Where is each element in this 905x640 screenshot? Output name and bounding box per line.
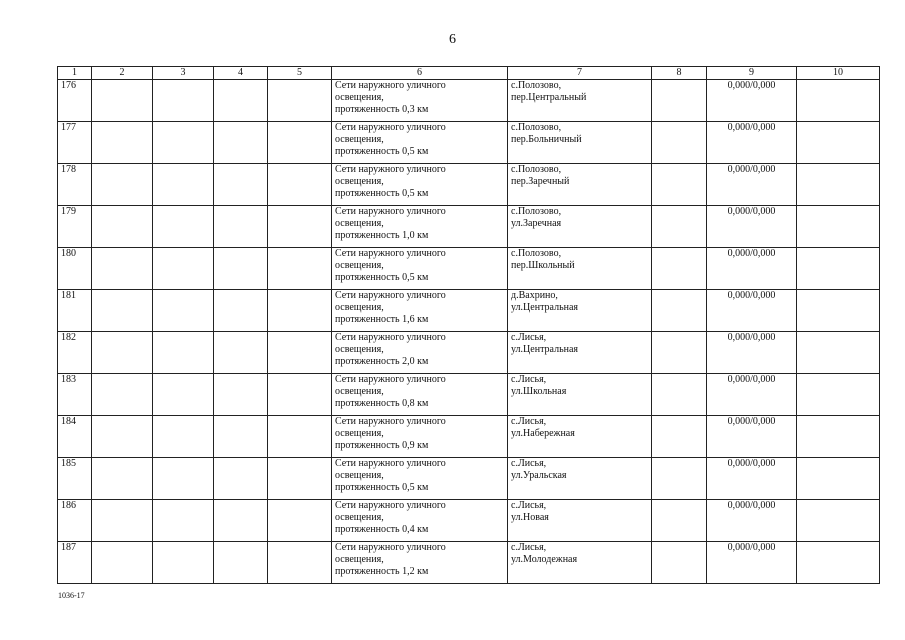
object-location-cell: с.Полозово, пер.Школьный xyxy=(508,248,652,290)
empty-cell-col-5 xyxy=(268,164,332,206)
empty-cell-col-10 xyxy=(797,122,880,164)
empty-cell-col-8 xyxy=(652,164,707,206)
empty-cell-col-4 xyxy=(214,206,268,248)
table-row xyxy=(58,80,880,122)
empty-cell-col-3 xyxy=(153,332,214,374)
object-location-cell: д.Вахрино, ул.Центральная xyxy=(508,290,652,332)
value-cell: 0,000/0,000 xyxy=(707,164,797,206)
empty-cell-col-10 xyxy=(797,458,880,500)
empty-cell-col-8 xyxy=(652,332,707,374)
value-cell: 0,000/0,000 xyxy=(707,458,797,500)
empty-cell-col-3 xyxy=(153,122,214,164)
empty-cell-col-5 xyxy=(268,206,332,248)
object-location-cell: с.Полозово, пер.Заречный xyxy=(508,164,652,206)
object-location-cell: с.Полозово, пер.Больничный xyxy=(508,122,652,164)
object-description-cell: Сети наружного уличного освещения, протяженность 1,2 км xyxy=(332,542,508,584)
value-cell: 0,000/0,000 xyxy=(707,374,797,416)
empty-cell-col-5 xyxy=(268,542,332,584)
table-row xyxy=(58,374,880,416)
empty-cell-col-8 xyxy=(652,500,707,542)
empty-cell-col-2 xyxy=(92,458,153,500)
empty-cell-col-4 xyxy=(214,80,268,122)
column-header-2: 2 xyxy=(92,67,153,80)
empty-cell-col-5 xyxy=(268,458,332,500)
value-cell: 0,000/0,000 xyxy=(707,332,797,374)
column-header-7: 7 xyxy=(508,67,652,80)
object-description-cell: Сети наружного уличного освещения, протяженность 0,3 км xyxy=(332,80,508,122)
empty-cell-col-5 xyxy=(268,374,332,416)
empty-cell-col-5 xyxy=(268,332,332,374)
empty-cell-col-2 xyxy=(92,416,153,458)
table-row xyxy=(58,122,880,164)
table-row xyxy=(58,164,880,206)
column-header-4: 4 xyxy=(214,67,268,80)
empty-cell-col-5 xyxy=(268,290,332,332)
empty-cell-col-3 xyxy=(153,164,214,206)
empty-cell-col-10 xyxy=(797,500,880,542)
empty-cell-col-3 xyxy=(153,206,214,248)
empty-cell-col-4 xyxy=(214,458,268,500)
table-row xyxy=(58,458,880,500)
object-description-cell: Сети наружного уличного освещения, протяженность 1,0 км xyxy=(332,206,508,248)
empty-cell-col-2 xyxy=(92,80,153,122)
row-number-cell: 180 xyxy=(58,248,92,290)
document-code: 1036-17 xyxy=(58,591,85,600)
value-cell: 0,000/0,000 xyxy=(707,80,797,122)
empty-cell-col-8 xyxy=(652,542,707,584)
empty-cell-col-10 xyxy=(797,542,880,584)
object-description-cell: Сети наружного уличного освещения, протяженность 1,6 км xyxy=(332,290,508,332)
empty-cell-col-5 xyxy=(268,416,332,458)
empty-cell-col-10 xyxy=(797,80,880,122)
empty-cell-col-4 xyxy=(214,332,268,374)
empty-cell-col-8 xyxy=(652,290,707,332)
column-number-header-row xyxy=(58,67,880,80)
empty-cell-col-3 xyxy=(153,248,214,290)
empty-cell-col-5 xyxy=(268,500,332,542)
object-location-cell: с.Лисья, ул.Уральская xyxy=(508,458,652,500)
column-header-6: 6 xyxy=(332,67,508,80)
value-cell: 0,000/0,000 xyxy=(707,416,797,458)
object-description-cell: Сети наружного уличного освещения, протяженность 0,5 км xyxy=(332,458,508,500)
table-row xyxy=(58,500,880,542)
object-location-cell: с.Лисья, ул.Молодежная xyxy=(508,542,652,584)
empty-cell-col-10 xyxy=(797,332,880,374)
table-row xyxy=(58,290,880,332)
table-row xyxy=(58,332,880,374)
empty-cell-col-8 xyxy=(652,374,707,416)
row-number-cell: 184 xyxy=(58,416,92,458)
empty-cell-col-4 xyxy=(214,542,268,584)
table-row xyxy=(58,542,880,584)
empty-cell-col-4 xyxy=(214,290,268,332)
value-cell: 0,000/0,000 xyxy=(707,206,797,248)
empty-cell-col-5 xyxy=(268,80,332,122)
value-cell: 0,000/0,000 xyxy=(707,542,797,584)
table-row xyxy=(58,206,880,248)
empty-cell-col-3 xyxy=(153,416,214,458)
empty-cell-col-8 xyxy=(652,416,707,458)
empty-cell-col-8 xyxy=(652,122,707,164)
empty-cell-col-10 xyxy=(797,290,880,332)
empty-cell-col-10 xyxy=(797,164,880,206)
empty-cell-col-8 xyxy=(652,248,707,290)
empty-cell-col-10 xyxy=(797,416,880,458)
object-location-cell: с.Полозово, пер.Центральный xyxy=(508,80,652,122)
row-number-cell: 183 xyxy=(58,374,92,416)
empty-cell-col-5 xyxy=(268,122,332,164)
property-register-table xyxy=(57,66,880,584)
empty-cell-col-2 xyxy=(92,374,153,416)
row-number-cell: 185 xyxy=(58,458,92,500)
table-row xyxy=(58,416,880,458)
empty-cell-col-4 xyxy=(214,416,268,458)
page-number: 6 xyxy=(449,32,456,47)
empty-cell-col-2 xyxy=(92,500,153,542)
column-header-5: 5 xyxy=(268,67,332,80)
empty-cell-col-2 xyxy=(92,332,153,374)
empty-cell-col-8 xyxy=(652,80,707,122)
object-location-cell: с.Лисья, ул.Набережная xyxy=(508,416,652,458)
object-description-cell: Сети наружного уличного освещения, протяженность 0,5 км xyxy=(332,164,508,206)
column-header-9: 9 xyxy=(707,67,797,80)
empty-cell-col-3 xyxy=(153,290,214,332)
empty-cell-col-3 xyxy=(153,542,214,584)
object-location-cell: с.Лисья, ул.Новая xyxy=(508,500,652,542)
column-header-1: 1 xyxy=(58,67,92,80)
empty-cell-col-2 xyxy=(92,122,153,164)
object-description-cell: Сети наружного уличного освещения, протяженность 0,4 км xyxy=(332,500,508,542)
column-header-3: 3 xyxy=(153,67,214,80)
row-number-cell: 176 xyxy=(58,80,92,122)
empty-cell-col-3 xyxy=(153,374,214,416)
value-cell: 0,000/0,000 xyxy=(707,248,797,290)
table-body xyxy=(58,80,880,584)
empty-cell-col-4 xyxy=(214,500,268,542)
empty-cell-col-4 xyxy=(214,248,268,290)
object-description-cell: Сети наружного уличного освещения, протяженность 0,9 км xyxy=(332,416,508,458)
row-number-cell: 178 xyxy=(58,164,92,206)
empty-cell-col-5 xyxy=(268,248,332,290)
object-description-cell: Сети наружного уличного освещения, протяженность 0,5 км xyxy=(332,248,508,290)
row-number-cell: 181 xyxy=(58,290,92,332)
empty-cell-col-2 xyxy=(92,290,153,332)
empty-cell-col-3 xyxy=(153,80,214,122)
value-cell: 0,000/0,000 xyxy=(707,500,797,542)
object-description-cell: Сети наружного уличного освещения, протяженность 0,8 км xyxy=(332,374,508,416)
object-description-cell: Сети наружного уличного освещения, протяженность 2,0 км xyxy=(332,332,508,374)
empty-cell-col-3 xyxy=(153,500,214,542)
object-description-cell: Сети наружного уличного освещения, протяженность 0,5 км xyxy=(332,122,508,164)
row-number-cell: 186 xyxy=(58,500,92,542)
empty-cell-col-4 xyxy=(214,122,268,164)
empty-cell-col-8 xyxy=(652,206,707,248)
column-header-8: 8 xyxy=(652,67,707,80)
object-location-cell: с.Полозово, ул.Заречная xyxy=(508,206,652,248)
empty-cell-col-10 xyxy=(797,374,880,416)
value-cell: 0,000/0,000 xyxy=(707,290,797,332)
column-header-10: 10 xyxy=(797,67,880,80)
value-cell: 0,000/0,000 xyxy=(707,122,797,164)
empty-cell-col-4 xyxy=(214,164,268,206)
object-location-cell: с.Лисья, ул.Школьная xyxy=(508,374,652,416)
empty-cell-col-2 xyxy=(92,248,153,290)
empty-cell-col-10 xyxy=(797,206,880,248)
empty-cell-col-8 xyxy=(652,458,707,500)
row-number-cell: 187 xyxy=(58,542,92,584)
empty-cell-col-10 xyxy=(797,248,880,290)
row-number-cell: 179 xyxy=(58,206,92,248)
empty-cell-col-3 xyxy=(153,458,214,500)
empty-cell-col-2 xyxy=(92,164,153,206)
row-number-cell: 177 xyxy=(58,122,92,164)
table-row xyxy=(58,248,880,290)
empty-cell-col-2 xyxy=(92,542,153,584)
row-number-cell: 182 xyxy=(58,332,92,374)
empty-cell-col-2 xyxy=(92,206,153,248)
empty-cell-col-4 xyxy=(214,374,268,416)
object-location-cell: с.Лисья, ул.Центральная xyxy=(508,332,652,374)
